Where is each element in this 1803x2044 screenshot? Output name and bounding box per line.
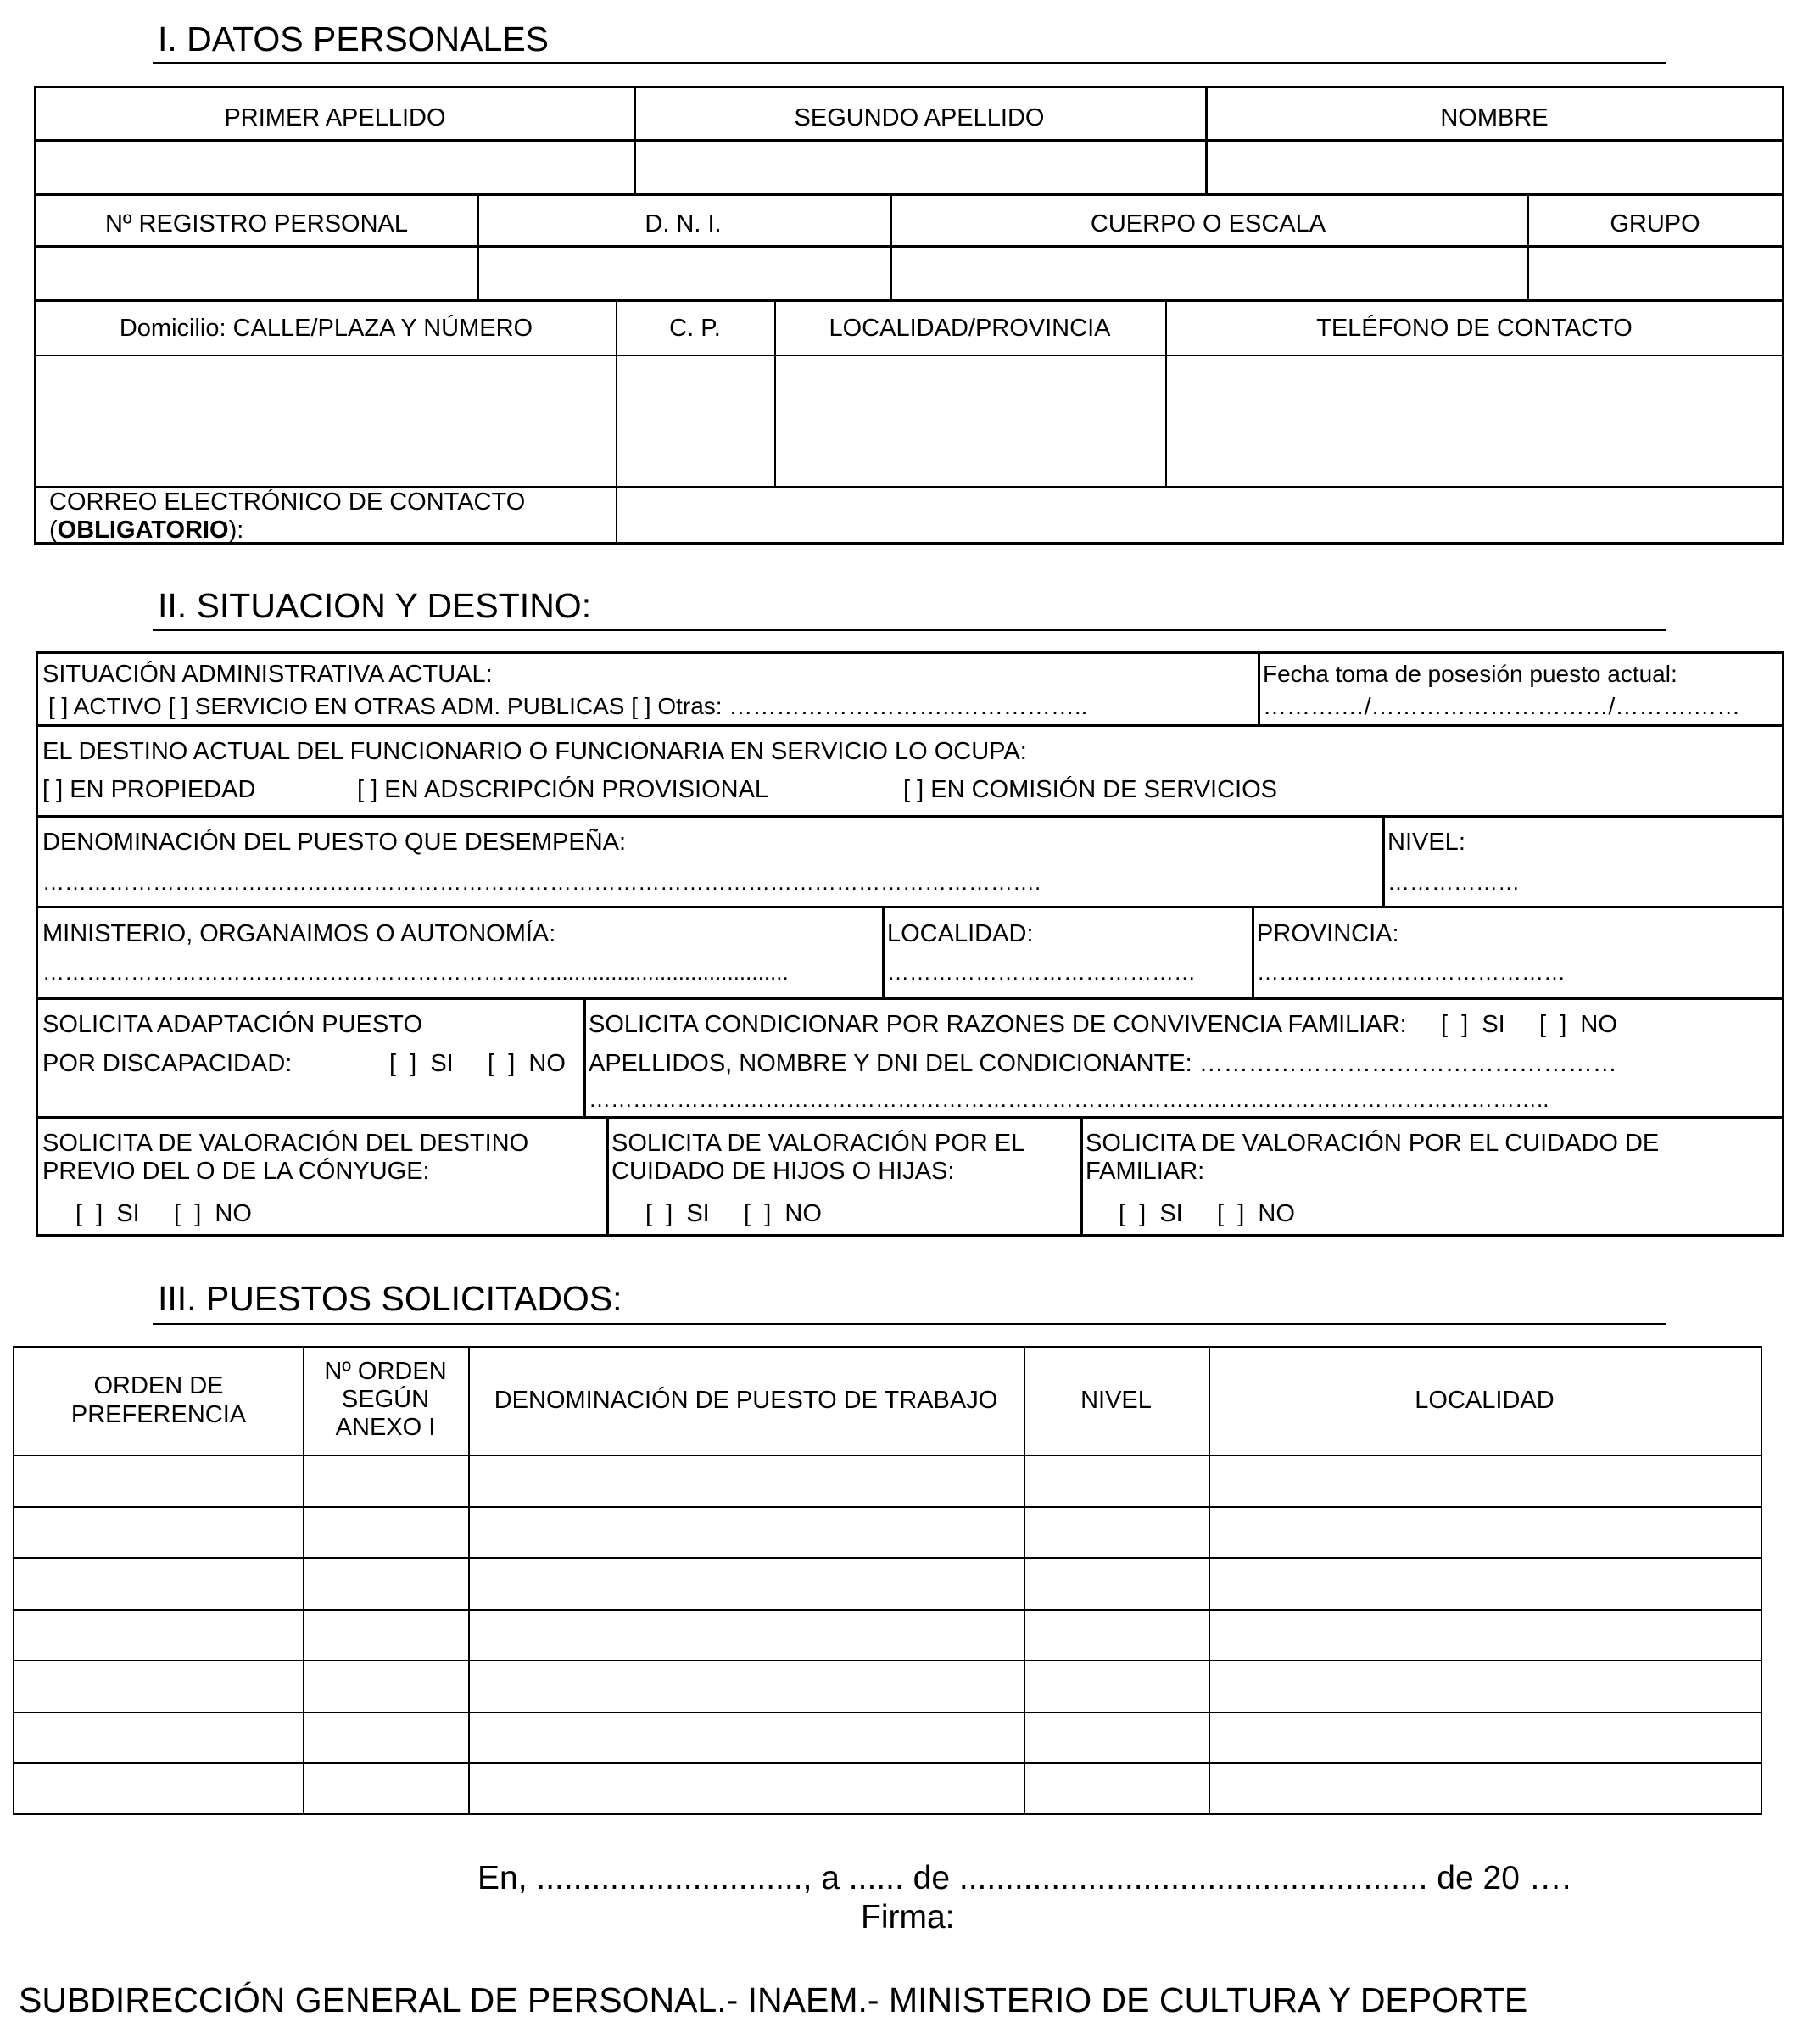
nivel-field[interactable]: ……………… bbox=[1387, 869, 1520, 895]
condicionar-si-no-checkbox[interactable]: [ ] SI [ ] NO bbox=[1441, 1011, 1617, 1038]
col-header-anexo-line1: Nº ORDEN bbox=[324, 1358, 447, 1385]
subdireccion-footer: SUBDIRECCIÓN GENERAL DE PERSONAL.- INAEM.- MINISTERIO DE CULTURA Y DEPORTE bbox=[19, 1980, 1528, 2019]
divider bbox=[38, 1116, 1782, 1119]
table-row bbox=[14, 1506, 1761, 1508]
firma-label: Firma: bbox=[861, 1899, 955, 1935]
header-segundo-apellido: SEGUNDO APELLIDO bbox=[794, 104, 1045, 131]
requested-positions-table bbox=[13, 1346, 1762, 1815]
nivel-label: NIVEL: bbox=[1387, 829, 1465, 856]
email-field[interactable] bbox=[617, 488, 1783, 542]
situacion-options[interactable]: [ ] ACTIVO [ ] SERVICIO EN OTRAS ADM. PUBLICAS [ ] Otras: ………………………..…………….. bbox=[48, 693, 1088, 719]
col-header-orden-line2: PREFERENCIA bbox=[70, 1401, 247, 1428]
email-label-close: ): bbox=[228, 517, 244, 544]
col-header-orden-line1: ORDEN DE bbox=[93, 1372, 224, 1399]
destino-label: EL DESTINO ACTUAL DEL FUNCIONARIO O FUNCIONARIA EN SERVICIO LO OCUPA: bbox=[42, 738, 1027, 765]
section-2-underline bbox=[153, 629, 1666, 631]
divider bbox=[38, 815, 1782, 818]
conyuge-si-no-checkbox[interactable]: [ ] SI [ ] NO bbox=[75, 1200, 252, 1227]
telefono-field[interactable] bbox=[1167, 356, 1783, 486]
divider bbox=[1024, 1348, 1025, 1813]
email-label-open: ( bbox=[49, 517, 58, 544]
divider bbox=[583, 997, 586, 1116]
ministerio-label: MINISTERIO, ORGANAIMOS O AUTONOMÍA: bbox=[42, 920, 556, 947]
provincia-field[interactable]: …………………………………… bbox=[1257, 959, 1566, 985]
hijos-si-no-checkbox[interactable]: [ ] SI [ ] NO bbox=[645, 1200, 822, 1227]
header-domicilio: Domicilio: CALLE/PLAZA Y NÚMERO bbox=[119, 315, 533, 342]
localidad-field[interactable]: …………………………………… bbox=[887, 959, 1196, 985]
divider bbox=[38, 997, 1782, 1000]
grupo-field[interactable] bbox=[1528, 248, 1783, 299]
dni-field[interactable] bbox=[478, 248, 890, 299]
divider bbox=[1252, 906, 1254, 997]
header-cp: C. P. bbox=[669, 315, 721, 342]
destino-comision-checkbox[interactable]: [ ] EN COMISIÓN DE SERVICIOS bbox=[903, 776, 1277, 803]
cp-field[interactable] bbox=[617, 356, 774, 486]
registro-personal-field[interactable] bbox=[36, 248, 477, 299]
divider bbox=[38, 906, 1782, 908]
divider bbox=[468, 1348, 470, 1813]
header-registro-personal: Nº REGISTRO PERSONAL bbox=[104, 210, 409, 237]
fecha-posesion-field[interactable]: ……….…/…………………………/……….…… bbox=[1263, 693, 1741, 719]
col-header-anexo-line3: ANEXO I bbox=[335, 1414, 436, 1441]
situation-table bbox=[36, 651, 1784, 1237]
divider bbox=[14, 1455, 1761, 1456]
destino-adscripcion-checkbox[interactable]: [ ] EN ADSCRIPCIÓN PROVISIONAL bbox=[357, 776, 769, 803]
divider bbox=[1080, 1116, 1083, 1237]
nombre-field[interactable] bbox=[1207, 142, 1783, 193]
ministerio-field[interactable]: ……………………………………………………………....................................... bbox=[42, 959, 789, 985]
divider bbox=[882, 906, 885, 997]
cuerpo-escala-field[interactable] bbox=[891, 248, 1527, 299]
col-header-denominacion: DENOMINACIÓN DE PUESTO DE TRABAJO bbox=[494, 1387, 998, 1414]
familiar-si-no-checkbox[interactable]: [ ] SI [ ] NO bbox=[1119, 1200, 1295, 1227]
localidad-label: LOCALIDAD: bbox=[887, 920, 1034, 947]
puesto-field[interactable]: ………………………………………………………………………………………………………………………. bbox=[42, 869, 1041, 895]
col-header-orden bbox=[14, 1371, 303, 1429]
email-label-line2 bbox=[49, 517, 609, 545]
primer-apellido-field[interactable] bbox=[36, 142, 634, 193]
segundo-apellido-field[interactable] bbox=[635, 142, 1205, 193]
localidad-provincia-field[interactable] bbox=[776, 356, 1165, 486]
divider bbox=[1209, 1348, 1210, 1813]
col-header-anexo-line2: SEGÚN bbox=[341, 1386, 430, 1413]
section-3-underline bbox=[153, 1323, 1666, 1325]
situacion-label: SITUACIÓN ADMINISTRATIVA ACTUAL: bbox=[42, 661, 493, 688]
divider bbox=[36, 299, 1783, 302]
destino-propiedad-checkbox[interactable]: [ ] EN PROPIEDAD bbox=[42, 776, 256, 803]
table-row bbox=[14, 1762, 1761, 1764]
domicilio-field[interactable] bbox=[36, 356, 616, 486]
divider bbox=[38, 724, 1782, 727]
condicionante-label[interactable]: APELLIDOS, NOMBRE Y DNI DEL CONDICIONANTE: …………………………………………… bbox=[589, 1050, 1617, 1077]
adaptacion-label-line2: POR DISCAPACIDAD: bbox=[42, 1050, 293, 1077]
table-row bbox=[14, 1660, 1761, 1661]
col-header-anexo bbox=[303, 1358, 468, 1442]
provincia-label: PROVINCIA: bbox=[1257, 920, 1399, 947]
header-nombre: NOMBRE bbox=[1440, 104, 1549, 131]
adaptacion-label-line1: SOLICITA ADAPTACIÓN PUESTO bbox=[42, 1011, 422, 1038]
header-cuerpo-escala: CUERPO O ESCALA bbox=[1090, 210, 1326, 237]
section-2-title: II. SITUACION Y DESTINO: bbox=[158, 586, 592, 625]
familiar-label: SOLICITA DE VALORACIÓN POR EL CUIDADO DE FAMILIAR: bbox=[1086, 1130, 1660, 1185]
hijos-label: SOLICITA DE VALORACIÓN POR EL CUIDADO DE HIJOS O HIJAS: bbox=[611, 1130, 1024, 1185]
fecha-posesion-label: Fecha toma de posesión puesto actual: bbox=[1263, 661, 1677, 687]
col-header-nivel: NIVEL bbox=[1080, 1387, 1152, 1414]
header-primer-apellido: PRIMER APELLIDO bbox=[224, 104, 446, 131]
section-1-title: I. DATOS PERSONALES bbox=[158, 20, 550, 59]
email-label-required: OBLIGATORIO bbox=[57, 517, 229, 544]
condicionante-dots-field[interactable]: ………………………………………………………………………………………………………………….. bbox=[589, 1086, 1549, 1112]
divider bbox=[1258, 654, 1260, 724]
header-grupo: GRUPO bbox=[1610, 210, 1700, 237]
table-row bbox=[14, 1712, 1761, 1713]
conyuge-label: SOLICITA DE VALORACIÓN DEL DESTINO PREVIO DEL O DE LA CÓNYUGE: bbox=[42, 1130, 529, 1185]
header-telefono: TELÉFONO DE CONTACTO bbox=[1316, 315, 1633, 342]
adaptacion-si-no-checkbox[interactable]: [ ] SI [ ] NO bbox=[389, 1050, 566, 1077]
col-header-localidad: LOCALIDAD bbox=[1415, 1387, 1555, 1414]
section-1-underline bbox=[153, 62, 1666, 64]
table-row bbox=[14, 1609, 1761, 1611]
divider bbox=[1382, 815, 1385, 906]
section-3-title: III. PUESTOS SOLICITADOS: bbox=[158, 1279, 622, 1318]
email-label bbox=[49, 489, 609, 545]
header-localidad-provincia: LOCALIDAD/PROVINCIA bbox=[829, 315, 1111, 342]
divider bbox=[36, 193, 1783, 196]
puesto-label: DENOMINACIÓN DEL PUESTO QUE DESEMPEÑA: bbox=[42, 829, 627, 856]
table-row bbox=[14, 1557, 1761, 1559]
email-label-line1: CORREO ELECTRÓNICO DE CONTACTO bbox=[49, 489, 526, 516]
condicionar-label: SOLICITA CONDICIONAR POR RAZONES DE CONVIVENCIA FAMILIAR: bbox=[589, 1011, 1407, 1038]
place-date-line[interactable]: En, ............................., a ...... de ................................................... de 20 …. bbox=[477, 1860, 1571, 1896]
personal-data-table bbox=[34, 86, 1784, 545]
divider bbox=[606, 1116, 609, 1237]
header-dni: D. N. I. bbox=[645, 210, 722, 237]
